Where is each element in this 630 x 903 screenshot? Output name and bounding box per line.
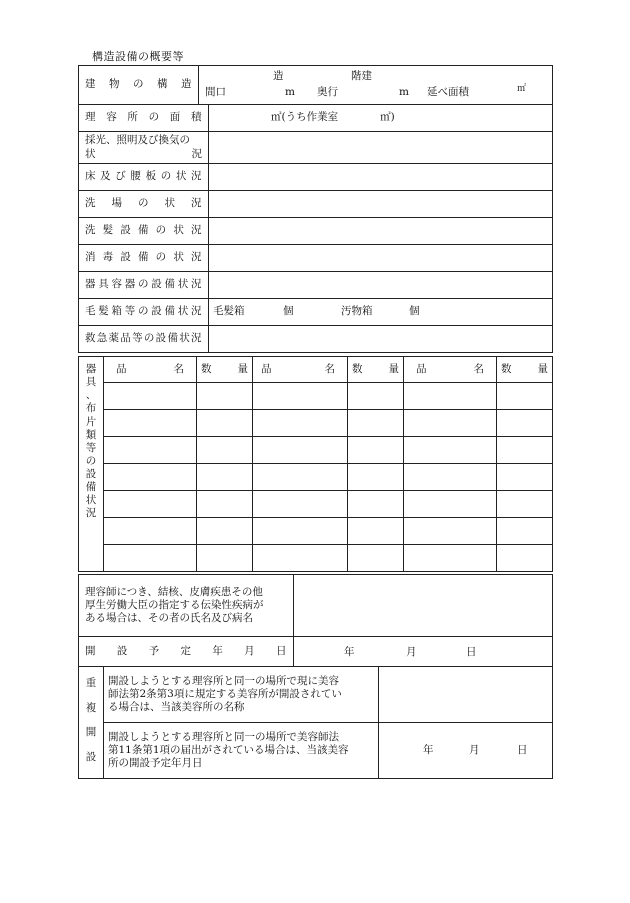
equip-char: 設 [85,468,97,480]
equip-char: 片 [85,415,97,428]
planned-month: 月 [406,645,417,658]
infectious-label: 理容師につき、結核、皮膚疾患その他 厚生労働大臣の指定する伝染性疾病が ある場合は、その者の氏名及び病名 [79,575,294,637]
row-planned [79,637,553,667]
row-area [79,105,553,132]
equip-char: 器 [85,363,97,375]
equip-char: 類 [85,428,97,441]
dup-char: 重 [85,677,97,689]
row-floor [79,164,553,191]
duplicate-q1-value[interactable] [379,667,553,723]
area-label: 理容所の面積 [79,105,209,132]
equip-header-3: 品 名 [253,357,348,383]
duplicate-q1-label: 開設しようとする理容所と同一の場所で現に美容 師法第2条第3項に規定する美容所が開設されてい る場合は、当該美容所の名称 [104,667,379,723]
planned-year: 年 [344,645,355,658]
hairwash-label: 洗髪設備の状況 [79,218,209,245]
firstaid-label: 救急薬品等の設備状況 [79,326,209,353]
equip-char: 具 [85,376,97,389]
structure-m1: m [285,86,295,98]
structure-okuyuki: 奥行 [317,86,338,98]
lighting-label-line2b: 況 [191,147,202,160]
equipment-row [79,410,553,437]
lower-table [78,574,553,779]
hairbox-hair: 毛髪箱 [213,305,245,317]
row-firstaid [79,326,553,353]
row-duplicate-1 [79,667,553,723]
duplicate-month: 月 [469,743,480,756]
structure-form-table [78,65,553,353]
hairbox-value[interactable] [209,299,553,326]
row-disinfect [79,245,553,272]
lighting-label-line1: 採光、照明及び換気の [85,134,190,147]
hairwash-value[interactable] [209,218,553,245]
lighting-value[interactable] [209,132,553,164]
structure-zou: 造 [273,70,284,82]
area-value-text: ㎡(うち作業室 ㎡) [271,111,395,124]
row-infectious [79,575,553,637]
row-duplicate-2 [79,723,553,779]
equip-char: 備 [85,481,97,494]
hairbox-label: 毛髪箱等の設備状況 [79,299,209,326]
vessels-label: 器具容器の設備状況 [79,272,209,299]
structure-unit: ㎡ [517,84,527,94]
equip-header-6: 数 量 [497,357,553,383]
form-caption: 構造設備の概要等 [92,50,184,63]
washplace-label: 洗場の状況 [79,191,209,218]
equipment-row [79,437,553,464]
structure-m2: m [399,86,409,98]
equip-header-1: 品 名 [104,357,197,383]
equipment-row [79,464,553,491]
floor-label: 床及び腰板の状況 [79,164,209,191]
dup-char: 設 [85,751,97,764]
planned-day: 日 [466,645,477,658]
duplicate-q2-label: 開設しようとする理容所と同一の場所で美容師法 第11条第1項の届出がされている場合は、当該美容 所の開設予定年月日 [104,723,379,779]
row-hairwash [79,218,553,245]
row-building-structure [79,66,553,105]
equip-header-4: 数 量 [348,357,404,383]
row-washplace [79,191,553,218]
disinfect-value[interactable] [209,245,553,272]
structure-nobe: 延べ面積 [427,86,469,98]
equip-char: 、 [85,389,97,402]
equip-header-5: 品 名 [404,357,497,383]
building-structure-label: 建物の構造 [79,66,199,105]
disinfect-label: 消毒設備の状況 [79,245,209,272]
hairbox-ko1: 個 [283,305,294,317]
floor-value[interactable] [209,164,553,191]
equip-char: 布 [85,402,97,415]
equipment-row [79,491,553,518]
firstaid-value[interactable] [209,326,553,353]
lighting-label [79,132,209,164]
area-value[interactable] [209,105,553,132]
row-hairbox [79,299,553,326]
vessels-value[interactable] [209,272,553,299]
row-lighting [79,132,553,164]
equipment-row [79,383,553,410]
equip-char: 状 [85,494,97,507]
dup-char: 開 [85,726,97,739]
planned-value[interactable] [294,637,553,667]
planned-label: 開設予定年月日 [79,637,294,667]
equipment-row [79,545,553,572]
duplicate-year: 年 [423,743,434,756]
row-vessels [79,272,553,299]
equipment-row [79,518,553,545]
structure-maguchi: 間口 [205,86,226,98]
equip-char: の [85,454,97,467]
hairbox-ko2: 個 [409,305,420,317]
washplace-value[interactable] [209,191,553,218]
structure-kai: 階建 [351,70,372,82]
infectious-value[interactable] [294,575,553,637]
dup-char: 複 [85,701,97,714]
duplicate-vertical-label [79,667,104,779]
equipment-table [78,356,553,572]
equipment-header-row [79,357,553,383]
equipment-vertical-label [79,357,104,572]
equip-char: 況 [85,507,97,520]
lighting-label-line2a: 状 [85,147,96,160]
hairbox-dirt: 汚物箱 [341,305,373,317]
equip-char: 等 [85,441,97,454]
building-structure-value[interactable] [199,66,553,105]
equip-header-2: 数 量 [197,357,253,383]
duplicate-q2-value[interactable] [379,723,553,779]
duplicate-day: 日 [517,743,528,756]
